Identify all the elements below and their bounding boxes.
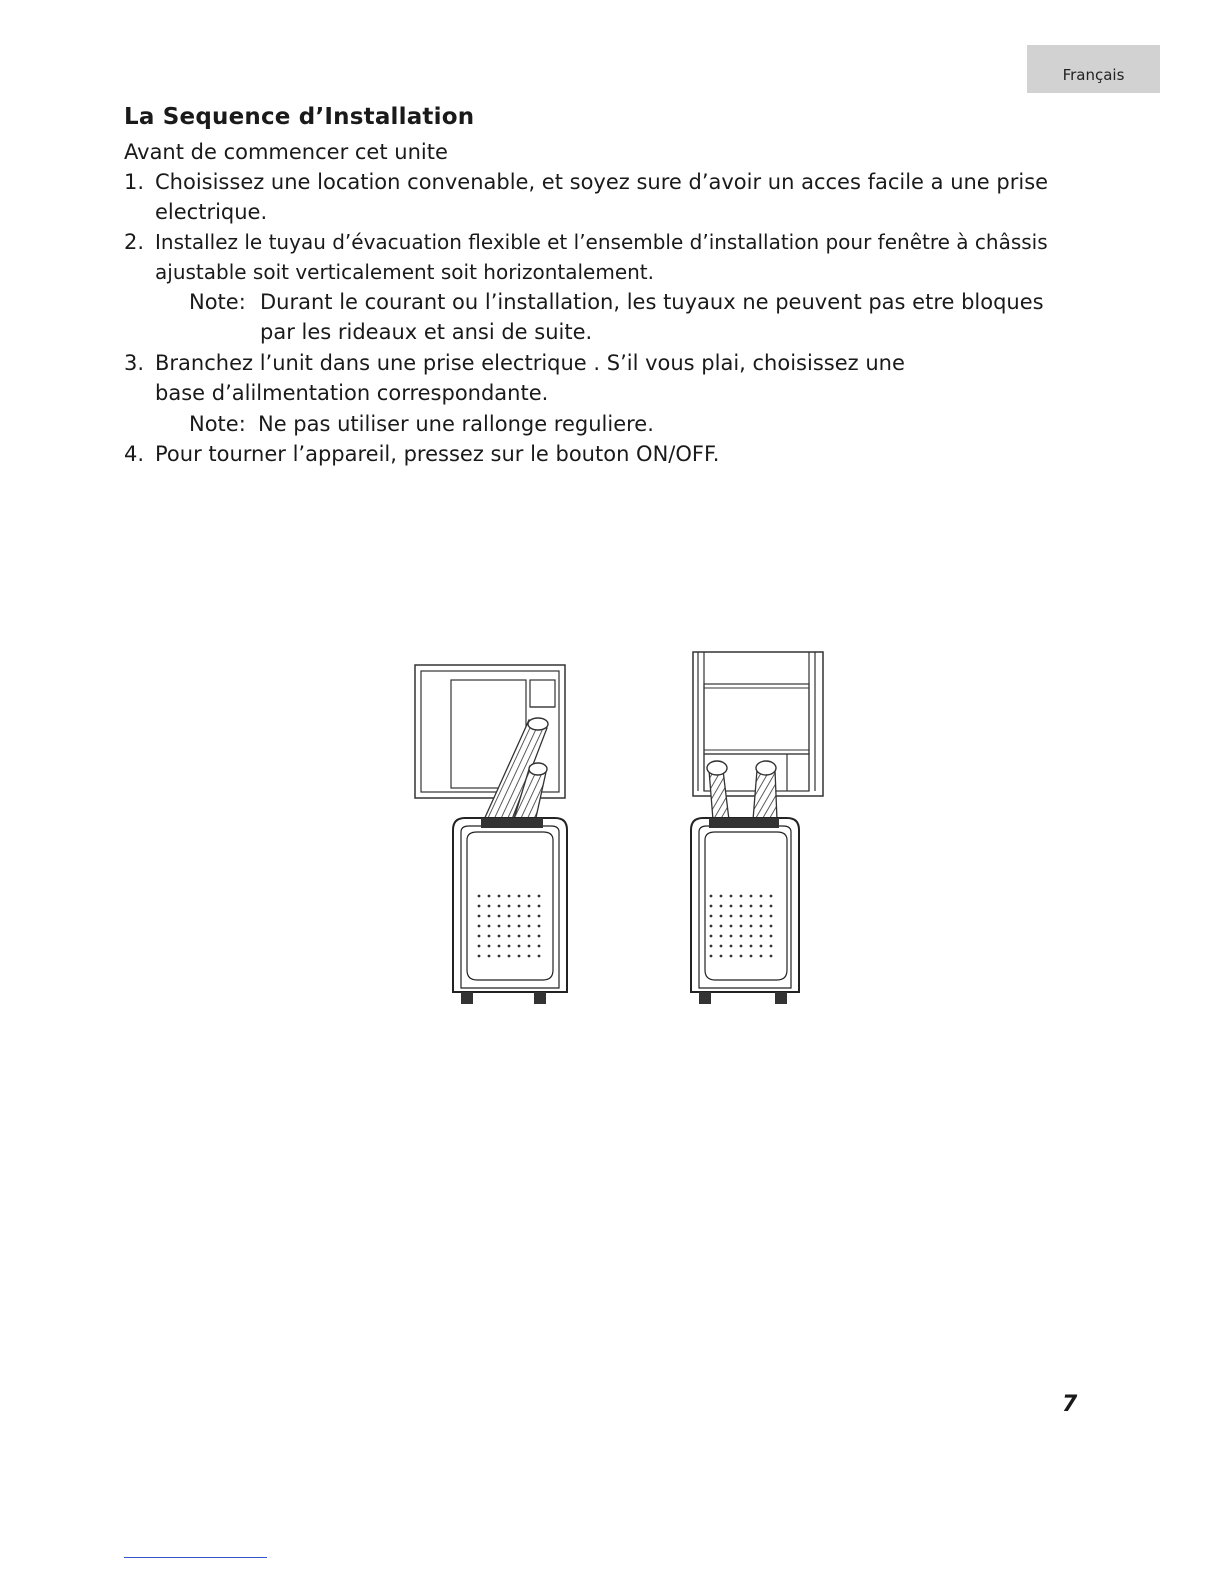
step-text: Choisissez une location convenable, et soyez sure d’avoir un acces facile a une prise	[155, 170, 1049, 194]
note-label: Note:	[189, 290, 246, 314]
intro-text: Avant de commencer cet unite	[124, 140, 448, 164]
step-text: base d’alilmentation correspondante.	[155, 381, 549, 405]
step-text: Installez le tuyau d’évacuation flexible et l’ensemble d’installation pour fenêtre à châssis	[155, 230, 1048, 254]
air-conditioner-unit	[453, 818, 567, 1004]
step-text: Branchez l’unit dans une prise electrique . S’il vous plai, choisissez une	[155, 351, 905, 375]
page-number: 7	[1062, 1392, 1078, 1417]
horizontal-window-installation-figure	[405, 640, 585, 1010]
step-number: 2.	[124, 230, 145, 254]
air-conditioner-unit	[691, 818, 799, 1004]
step-text: Pour tourner l’appareil, pressez sur le bouton ON/OFF.	[155, 442, 720, 466]
step-text: ajustable soit verticalement soit horizontalement.	[155, 260, 655, 284]
vertical-window-installation-figure	[685, 640, 835, 1010]
note-label: Note:	[189, 412, 246, 436]
step-number: 1.	[124, 170, 145, 194]
step-number: 4.	[124, 442, 145, 466]
note-text: Durant le courant ou l’installation, les tuyaux ne peuvent pas etre bloques	[260, 290, 1044, 314]
step-number: 3.	[124, 351, 145, 375]
section-title: La Sequence d’Installation	[124, 104, 475, 130]
footer-rule	[124, 1557, 267, 1558]
note-text: Ne pas utiliser une rallonge reguliere.	[258, 412, 654, 436]
language-tab: Français	[1027, 45, 1160, 93]
step-text: electrique.	[155, 200, 268, 224]
note-text: par les rideaux et ansi de suite.	[260, 320, 593, 344]
